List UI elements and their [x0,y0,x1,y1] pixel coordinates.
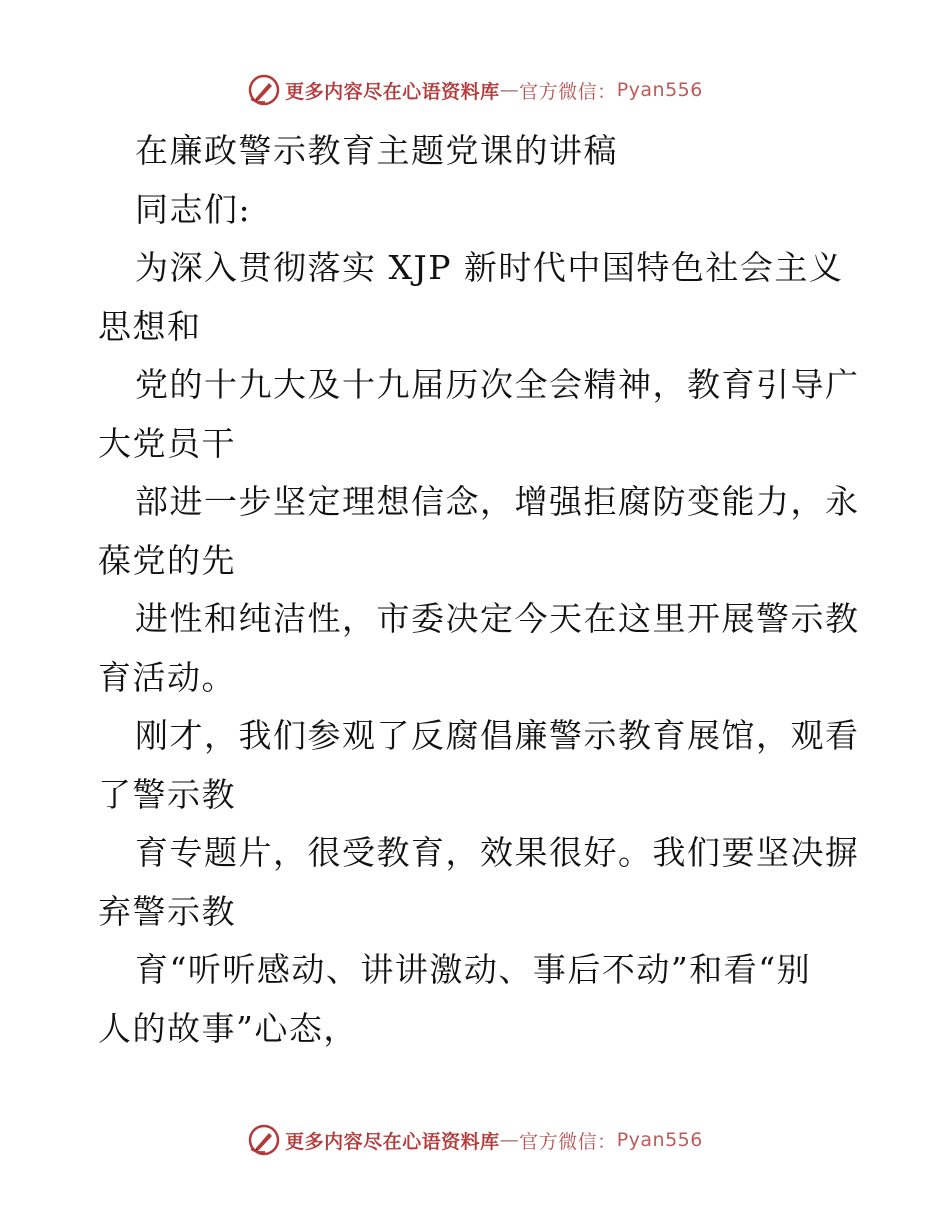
pen-logo-icon [247,1123,281,1157]
text-line: 刚才，我们参观了反腐倡廉警示教育展馆，观看 [135,716,860,755]
text-line: 了警示教 [98,774,236,814]
document-body [98,122,858,1058]
watermark-site-name: 更多内容尽在心语资料库 [285,1130,500,1153]
watermark-dash: — [499,1129,520,1151]
text-line: 同志们: [135,189,252,229]
watermark-wechat-label: 官方微信： [519,80,617,103]
text-line: 党的十九大及十九届历次全会精神，教育引导广 [135,365,860,404]
footer-watermark [0,1120,950,1160]
text-line: 育专题片，很受教育，效果很好。我们要坚决摒 [135,833,860,872]
text-line: 进性和纯洁性，市委决定今天在这里开展警示教 [135,599,860,638]
text-line: 为深入贯彻落实 XJP 新时代中国特色社会主义 [135,248,844,287]
watermark-wechat-id: Pyan556 [616,79,703,101]
text-line: 葆党的先 [98,540,236,580]
pen-logo-icon [247,73,281,107]
text-line: 大党员干 [98,423,236,463]
text-line: 思想和 [98,306,202,346]
text-line: 部进一步坚定理想信念，增强拒腐防变能力，永 [135,482,860,521]
watermark-dash: — [499,79,520,101]
text-line: 弃警示教 [98,891,236,931]
text-line: 育“听听感动、讲讲激动、事后不动”和看“别 [135,950,812,989]
document-title: 在廉政警示教育主题党课的讲稿 [135,131,618,170]
watermark-wechat-label: 官方微信： [519,1130,617,1153]
header-watermark [0,70,950,110]
text-line: 人的故事”心态， [98,1008,358,1048]
text-line: 育活动。 [98,657,236,697]
watermark-site-name: 更多内容尽在心语资料库 [285,80,500,103]
watermark-wechat-id: Pyan556 [616,1129,703,1151]
